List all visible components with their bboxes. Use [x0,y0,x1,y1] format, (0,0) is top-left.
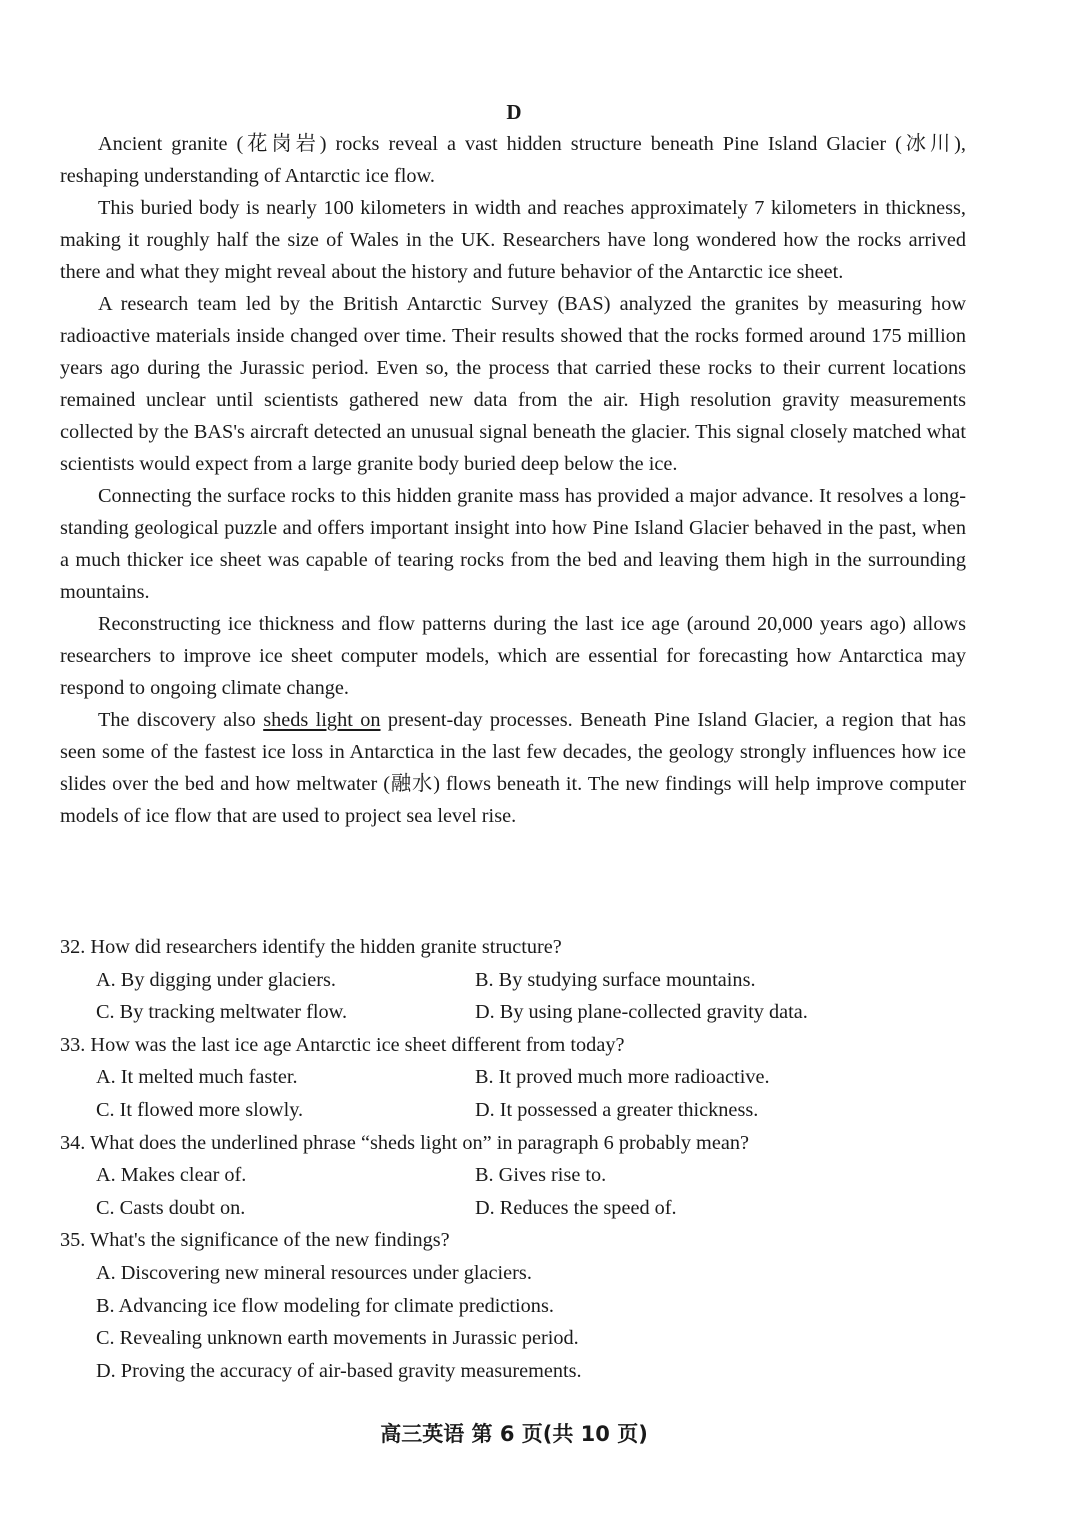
question-32 [60,931,960,1029]
paragraph-6-text-a: The discovery also [98,709,264,731]
paragraph-6 [60,704,966,832]
question-list [60,931,960,1387]
option-d: D. Reduces the speed of. [475,1196,677,1219]
question-stem: 33. How was the last ice age Antarctic ice sheet different from today? [60,1033,625,1056]
chinese-gloss-granite: 花岗岩 [243,133,320,155]
option-d: D. It possessed a greater thickness. [475,1098,759,1121]
option-c: C. It flowed more slowly. [96,1098,304,1121]
option-c: C. By tracking meltwater flow. [96,1001,348,1024]
option-a: A. It melted much faster. [96,1066,298,1089]
option-d: D. Proving the accuracy of air-based gravity measurements. [96,1359,582,1382]
question-34 [60,1127,960,1225]
question-33 [60,1029,960,1127]
page-footer: 高三英语 第 6 页(共 10 页) [380,1422,648,1446]
paragraph-1 [60,128,966,192]
chinese-gloss-meltwater: 融水 [389,773,434,795]
paragraph-6-text-c: ) flows beneath it. The new findings will help improve computer models of ice flow that are used to project sea level rise. [60,773,966,827]
paragraph-4: Connecting the surface rocks to this hidden granite mass has provided a major advance. It resolves a long-standing geological puzzle and offers important insight into how Pine Island Glacier behaved in the past, when a much thicker ice sheet was capable of tearing rocks from the bed and leaving them high in the surrounding mountains. [60,485,966,603]
question-stem: 34. What does the underlined phrase “sheds light on” in paragraph 6 probably mean? [60,1131,749,1154]
option-group [60,964,960,1029]
option-d: D. By using plane-collected gravity data. [475,1001,808,1024]
option-group [60,1159,960,1224]
option-group [60,1061,960,1126]
option-b: B. Advancing ice flow modeling for climate predictions. [96,1294,554,1317]
option-a: A. By digging under glaciers. [96,968,336,991]
paragraph-3: A research team led by the British Antarctic Survey (BAS) analyzed the granites by measuring how radioactive materials inside changed over time. Their results showed that the rocks formed around 175 million years ago during the Jurassic period. Even so, the process that carried these rocks to their current locations remained unclear until scientists gathered new data from the air. High resolution gravity measurements collected by the BAS's aircraft detected an unusual signal beneath the glacier. This signal closely matched what scientists would expect from a large granite body buried deep below the ice. [60,293,966,475]
option-b: B. It proved much more radioactive. [475,1066,770,1089]
chinese-gloss-glacier: 冰川 [901,133,955,155]
question-stem: 35. What's the significance of the new findings? [60,1229,450,1252]
paragraph-1-text-b: ) rocks reveal a vast hidden structure beneath Pine Island Glacier ( [319,133,902,155]
paragraph-2: This buried body is nearly 100 kilometers in width and reaches approximately 7 kilometers in thickness, making it roughly half the size of Wales in the UK. Researchers have long wondered how the rocks arrived there and what they might reveal about the history and future behavior of the Antarctic ice sheet. [60,197,966,283]
question-35 [60,1224,960,1387]
option-a: A. Makes clear of. [96,1164,247,1187]
option-c: C. Casts doubt on. [96,1196,246,1219]
option-c: C. Revealing unknown earth movements in Jurassic period. [96,1327,579,1350]
paragraph-5: Reconstructing ice thickness and flow patterns during the last ice age (around 20,000 years ago) allows researchers to improve ice sheet computer models, which are essential for forecasting how Antarctica may respond to ongoing climate change. [60,613,966,699]
option-a: A. Discovering new mineral resources under glaciers. [96,1261,532,1284]
option-group [60,1257,960,1387]
question-stem: 32. How did researchers identify the hidden granite structure? [60,936,562,958]
underlined-phrase: sheds light on [263,709,381,731]
reading-passage [60,128,966,832]
paragraph-1-text-c: ), reshaping understanding of Antarctic ice flow. [60,133,966,187]
option-b: B. By studying surface mountains. [475,968,756,991]
section-heading: D [506,100,522,124]
option-b: B. Gives rise to. [475,1164,607,1187]
paragraph-1-text-a: Ancient granite ( [98,133,244,155]
paragraph-6-text-b: present-day processes. Beneath Pine Island Glacier, a region that has seen some of the fastest ice loss in Antarctica in the last few decades, the geology strongly influences how ice slides over the bed and how meltwater ( [60,709,966,795]
